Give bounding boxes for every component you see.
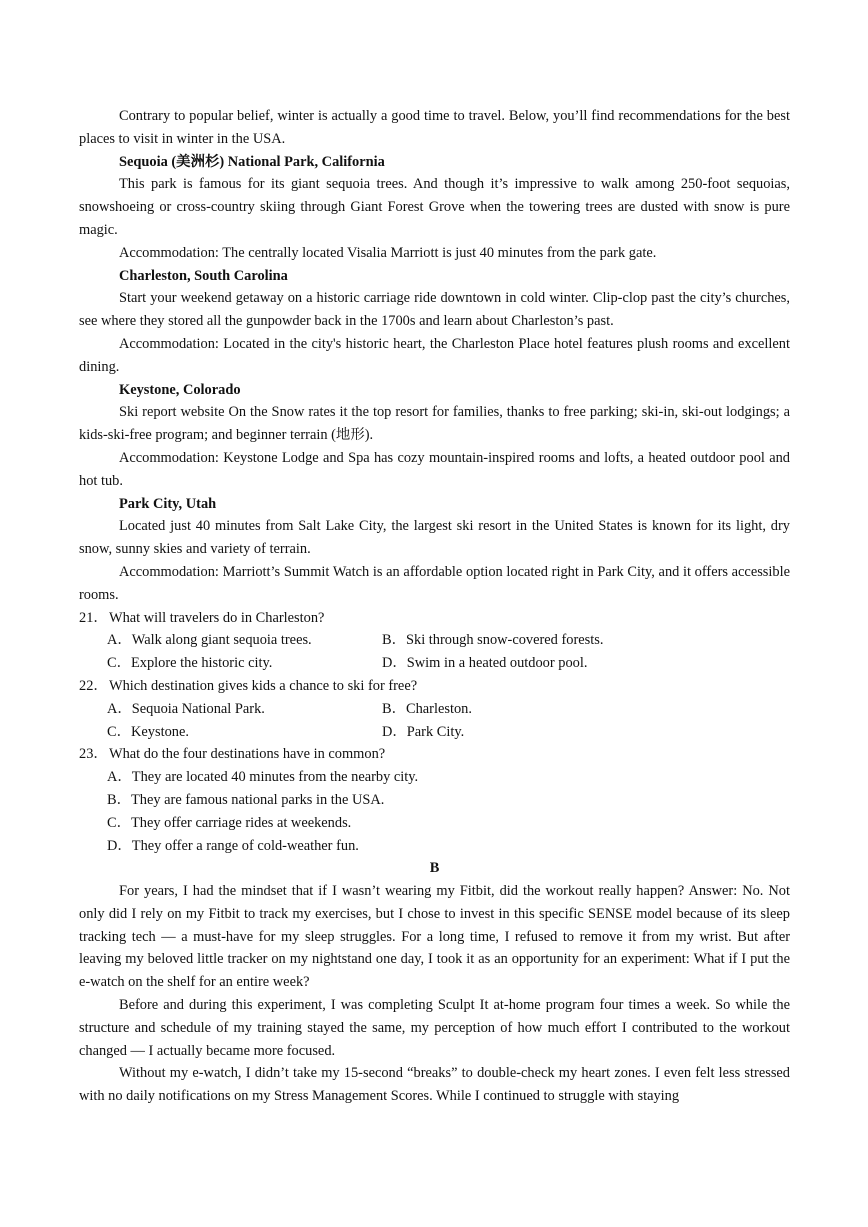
option-d: D．Park City. [382, 723, 465, 740]
option-b: B．Charleston. [382, 700, 472, 717]
question-23 [79, 743, 790, 766]
question-number: 21． [79, 609, 108, 626]
section-accommodation-keystone: Accommodation: Keystone Lodge and Spa has cozy mountain-inspired rooms and lofts, a heated outdoor pool and hot tub. [79, 449, 790, 489]
question-number: 22． [79, 677, 108, 694]
options-row [79, 721, 790, 744]
section-heading-keystone: Keystone, Colorado [119, 381, 241, 398]
page-content [79, 105, 790, 1108]
section-heading-charleston: Charleston, South Carolina [119, 267, 288, 284]
passage-a-intro: Contrary to popular belief, winter is actually a good time to travel. Below, you’ll find recommendations for the best places to visit in winter in the USA. [79, 108, 790, 147]
option-b: B．They are famous national parks in the USA. [107, 791, 385, 808]
passage-b-paragraph: Without my e-watch, I didn’t take my 15-second “breaks” to double-check my heart zones. I even felt less stressed with no daily notifications on my Stress Management Scores. While I continued to struggle with staying [79, 1065, 790, 1105]
option-a: A．Walk along giant sequoia trees. [107, 632, 312, 649]
question-number: 23． [79, 746, 108, 763]
section-heading-park-city: Park City, Utah [119, 495, 217, 512]
passage-b-paragraph: Before and during this experiment, I was completing Sculpt It at-home program four times a week. So while the structure and schedule of my training stayed the same, my perception of how much effort I contributed to the workout changed — I actually became more focused. [79, 997, 790, 1059]
question-21 [79, 607, 790, 630]
option-c: C．Explore the historic city. [107, 655, 273, 672]
option-a: A．They are located 40 minutes from the nearby city. [107, 769, 419, 786]
passage-b-paragraph: For years, I had the mindset that if I wasn’t wearing my Fitbit, did the workout really happen? Answer: No. Not only did I rely on my Fitbit to track my exercises, but I chose to invest in this specific SENSE model because of its sleep tracking tech — a must-have for my sleep struggles. For a long time, I refused to remove it from my wrist. But after leaving my beloved little tracker on my nightstand one day, I took it as an opportunity for an experiment: What if I put the e-watch on the shelf for an entire week? [79, 883, 790, 991]
question-22 [79, 675, 790, 698]
option-d: D．They offer a range of cold-weather fun. [107, 837, 359, 854]
section-body-keystone: Ski report website On the Snow rates it the top resort for families, thanks to free parking; ski-in, ski-out lodgings; a kids-ski-free program; and beginner terrain (地形). [79, 404, 790, 444]
question-text: Which destination gives kids a chance to ski for free? [109, 677, 418, 694]
options-row [79, 698, 790, 721]
question-text: What will travelers do in Charleston? [109, 609, 325, 626]
option-c: C．They offer carriage rides at weekends. [107, 814, 352, 831]
options-row [79, 629, 790, 652]
section-body-sequoia: This park is famous for its giant sequoia trees. And though it’s impressive to walk among 250-foot sequoias, snowshoeing or cross-country skiing through Giant Forest Grove when the towering trees are dusted with snow is pure magic. [79, 176, 790, 238]
section-body-charleston: Start your weekend getaway on a historic carriage ride downtown in cold winter. Clip-clop past the city’s churches, see where they stored all the gunpowder back in the 1700s and learn about Charleston’s past. [79, 290, 790, 330]
section-heading-sequoia: Sequoia (美洲杉) National Park, California [119, 153, 385, 170]
option-b: B．Ski through snow-covered forests. [382, 632, 604, 649]
options-row [79, 652, 790, 675]
option-c: C．Keystone. [107, 723, 189, 740]
option-a: A．Sequoia National Park. [107, 700, 265, 717]
passage-b-label: B [429, 860, 440, 877]
section-body-park-city: Located just 40 minutes from Salt Lake City, the largest ski resort in the United States is known for its light, dry snow, sunny skies and variety of terrain. [79, 518, 790, 558]
question-text: What do the four destinations have in common? [109, 746, 386, 763]
section-accommodation-charleston: Accommodation: Located in the city's historic heart, the Charleston Place hotel features plush rooms and excellent dining. [79, 335, 790, 375]
section-accommodation-park-city: Accommodation: Marriott’s Summit Watch is an affordable option located right in Park City, and it offers accessible rooms. [79, 563, 790, 603]
section-accommodation-sequoia: Accommodation: The centrally located Visalia Marriott is just 40 minutes from the park gate. [119, 244, 657, 261]
option-d: D．Swim in a heated outdoor pool. [382, 655, 588, 672]
